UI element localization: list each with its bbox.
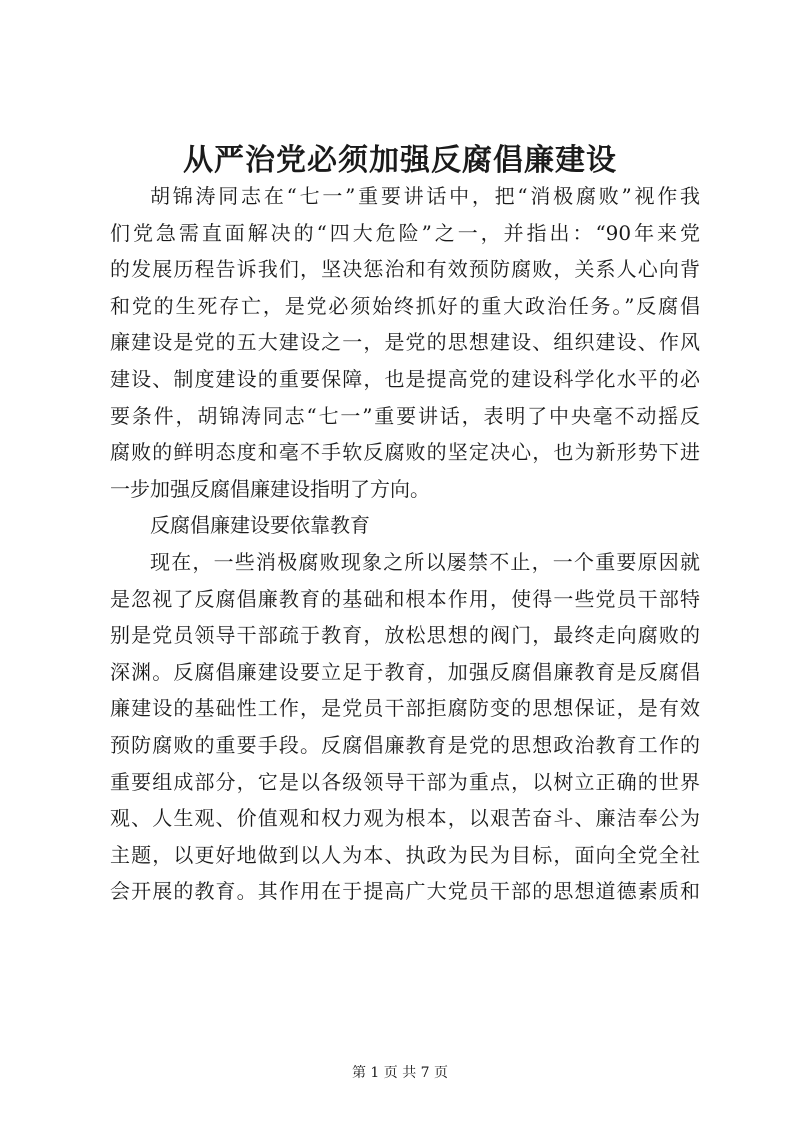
paragraph-line: 深渊。反腐倡廉建设要立足于教育，加强反腐倡廉教育是反腐倡 xyxy=(110,659,700,684)
paragraph-line: 会开展的教育。其作用在于提高广大党员干部的思想道德素质和 xyxy=(110,879,700,904)
paragraph-line: 主题，以更好地做到以人为本、执政为民为目标，面向全党全社 xyxy=(110,842,700,867)
document-body xyxy=(110,178,700,910)
paragraph-line: 是忽视了反腐倡廉教育的基础和根本作用，使得一些党员干部特 xyxy=(110,586,700,611)
paragraph-line: 一步加强反腐倡廉建设指明了方向。 xyxy=(110,476,430,501)
paragraph-1 xyxy=(110,178,700,507)
paragraph-line: 重要组成部分，它是以各级领导干部为重点，以树立正确的世界 xyxy=(110,769,700,794)
paragraph-line: 预防腐败的重要手段。反腐倡廉教育是党的思想政治教育工作的 xyxy=(110,732,700,757)
paragraph-line: 胡锦涛同志在“七一”重要讲话中，把“消极腐败”视作我 xyxy=(150,184,700,208)
paragraph-line: 的发展历程告诉我们，坚决惩治和有效预防腐败，关系人心向背 xyxy=(110,257,700,282)
paragraph-2 xyxy=(110,544,700,910)
paragraph-line: 廉建设的基础性工作，是党员干部拒腐防变的思想保证，是有效 xyxy=(110,696,700,721)
paragraph-line: 要条件，胡锦涛同志“七一”重要讲话，表明了中央毫不动摇反 xyxy=(110,403,700,428)
paragraph-line: 腐败的鲜明态度和毫不手软反腐败的坚定决心，也为新形势下进 xyxy=(110,440,700,465)
paragraph-line: 建设、制度建设的重要保障，也是提高党的建设科学化水平的必 xyxy=(110,366,700,391)
section-heading: 反腐倡廉建设要依靠教育 xyxy=(150,513,370,538)
paragraph-line: 们党急需直面解决的“四大危险”之一，并指出：“90年来党 xyxy=(110,220,700,245)
paragraph-line: 现在，一些消极腐败现象之所以屡禁不止，一个重要原因就 xyxy=(150,549,700,574)
paragraph-line: 别是党员领导干部疏于教育，放松思想的阀门，最终走向腐败的 xyxy=(110,623,700,648)
paragraph-line: 廉建设是党的五大建设之一，是党的思想建设、组织建设、作风 xyxy=(110,330,700,355)
paragraph-line: 和党的生死存亡，是党必须始终抓好的重大政治任务。”反腐倡 xyxy=(110,293,700,318)
page-number-footer: 第 1 页 共 7 页 xyxy=(351,1065,449,1081)
document-title: 从严治党必须加强反腐倡廉建设 xyxy=(183,143,617,178)
paragraph-line: 观、人生观、价值观和权力观为根本，以艰苦奋斗、廉洁奉公为 xyxy=(110,806,700,831)
